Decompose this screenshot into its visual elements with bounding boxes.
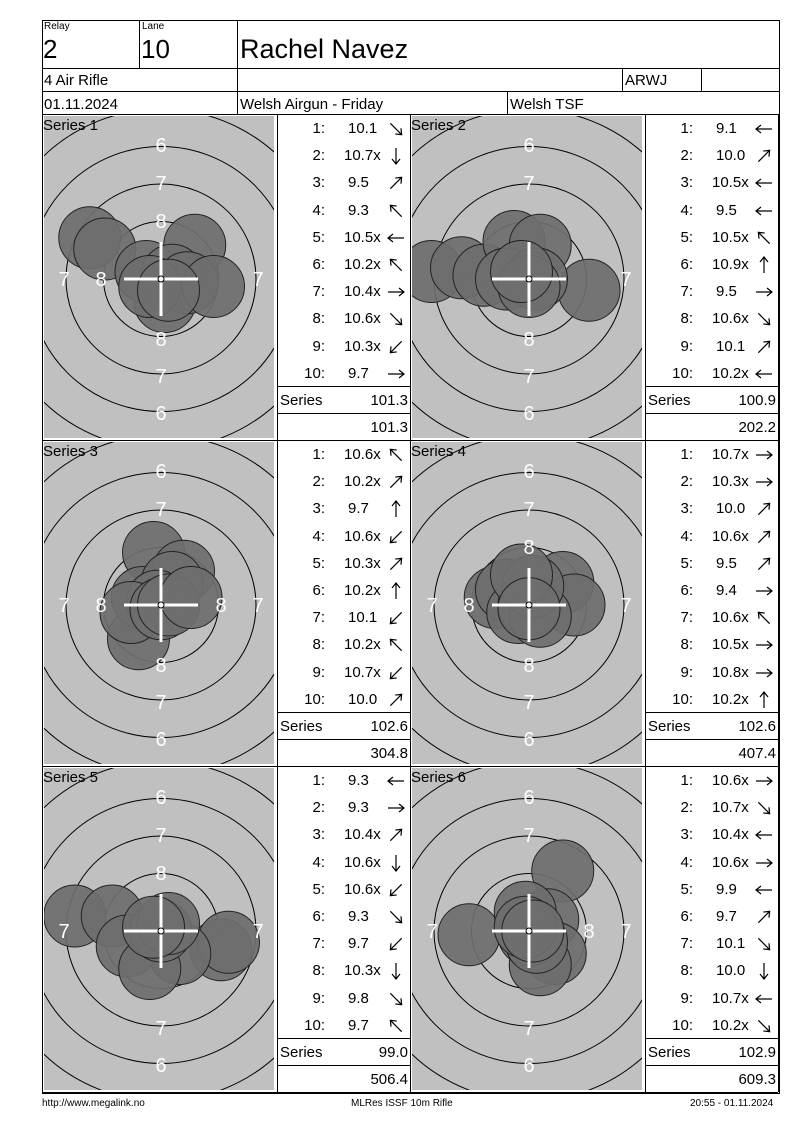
ring-label: 7 — [523, 1018, 535, 1040]
shot-direction-arrow-icon — [385, 527, 407, 547]
shot-direction-arrow-icon — [753, 228, 775, 248]
shot-direction-arrow-icon — [753, 499, 775, 519]
event-name: Welsh Airgun - Friday — [240, 96, 384, 113]
ring-label: 7 — [58, 269, 70, 291]
shot-direction-arrow-icon — [385, 282, 407, 302]
shot-score: 10.7x — [712, 446, 749, 463]
shot-number: 9: — [680, 663, 693, 681]
shot-direction-arrow-icon — [385, 690, 407, 710]
center-dot — [158, 602, 164, 608]
shot-hit — [438, 904, 500, 966]
series-title: Series 3 — [43, 443, 99, 460]
relay-number: 2 — [43, 34, 58, 64]
shot-score: 9.3 — [348, 772, 369, 789]
shot-direction-arrow-icon — [385, 554, 407, 574]
footer-program: MLRes ISSF 10m Rifle — [351, 1098, 453, 1109]
shot-score: 10.9x — [712, 256, 749, 273]
shot-number: 5: — [312, 228, 325, 246]
shot-direction-arrow-icon — [753, 554, 775, 574]
series-label: Series — [280, 392, 323, 409]
target-face — [412, 442, 642, 764]
shot-number: 2: — [312, 799, 325, 817]
ring-label: 6 — [523, 1055, 535, 1077]
shooter-name: Rachel Navez — [240, 34, 409, 64]
shot-direction-arrow-icon — [753, 201, 775, 221]
shot-direction-arrow-icon — [753, 853, 775, 873]
shot-score: 9.3 — [348, 799, 369, 817]
shot-number: 8: — [312, 962, 325, 980]
shot-direction-arrow-icon — [753, 119, 775, 139]
shot-number: 5: — [680, 228, 693, 246]
shot-number: 1: — [312, 446, 325, 463]
organizer: Welsh TSF — [510, 96, 584, 113]
shot-direction-arrow-icon — [753, 581, 775, 601]
shot-score: 10.4x — [712, 826, 749, 844]
shot-hit — [160, 567, 222, 629]
ring-label: 7 — [620, 921, 632, 943]
ring-label: 7 — [58, 921, 70, 943]
ring-label: 8 — [155, 329, 167, 351]
shot-number: 1: — [312, 120, 325, 137]
shot-score: 10.6x — [712, 772, 749, 789]
shot-direction-arrow-icon — [385, 934, 407, 954]
shot-number: 9: — [680, 989, 693, 1007]
ring-label: 6 — [155, 403, 167, 425]
shot-direction-arrow-icon — [753, 527, 775, 547]
shot-score: 10.6x — [712, 310, 749, 328]
shot-score: 9.8 — [348, 989, 369, 1007]
shot-number: 4: — [680, 201, 693, 219]
shot-direction-arrow-icon — [753, 934, 775, 954]
shot-score: 10.5x — [344, 228, 381, 246]
ring-label: 7 — [155, 499, 167, 521]
shot-score: 10.6x — [712, 853, 749, 871]
shot-score: 10.8x — [712, 663, 749, 681]
running-total: 407.4 — [738, 745, 776, 762]
shot-direction-arrow-icon — [753, 880, 775, 900]
shot-direction-arrow-icon — [753, 989, 775, 1009]
shot-direction-arrow-icon — [753, 663, 775, 683]
shot-number: 7: — [312, 935, 325, 953]
shot-number: 8: — [680, 310, 693, 328]
shot-score: 9.7 — [348, 935, 369, 953]
center-dot — [158, 276, 164, 282]
shot-number: 10: — [672, 364, 693, 382]
shot-number: 10: — [304, 690, 325, 708]
ring-label: 7 — [155, 825, 167, 847]
shot-direction-arrow-icon — [753, 608, 775, 628]
shot-score: 10.2x — [712, 690, 749, 708]
shot-direction-arrow-icon — [753, 635, 775, 655]
shot-direction-arrow-icon — [385, 771, 407, 791]
shot-score: 10.6x — [344, 446, 381, 463]
shot-score: 9.1 — [716, 120, 737, 137]
shot-direction-arrow-icon — [385, 445, 407, 465]
shot-number: 7: — [312, 609, 325, 627]
target-4 — [412, 442, 642, 764]
shot-score: 10.7x — [712, 799, 749, 817]
series-title: Series 2 — [411, 117, 467, 134]
shot-score: 9.4 — [716, 582, 737, 599]
footer-printed: 20:55 - 01.11.2024 — [690, 1098, 774, 1109]
shot-direction-arrow-icon — [385, 337, 407, 357]
ring-label: 6 — [523, 787, 535, 809]
shot-number: 1: — [680, 120, 693, 137]
shot-number: 3: — [312, 174, 325, 192]
shot-direction-arrow-icon — [385, 309, 407, 329]
ring-label: 7 — [155, 173, 167, 195]
shot-score: 10.1 — [716, 935, 746, 953]
shot-number: 10: — [304, 1016, 325, 1034]
shot-direction-arrow-icon — [385, 608, 407, 628]
target-face — [44, 768, 274, 1090]
shot-number: 2: — [680, 473, 693, 491]
shot-direction-arrow-icon — [753, 364, 775, 384]
shot-direction-arrow-icon — [753, 690, 775, 710]
shot-direction-arrow-icon — [385, 880, 407, 900]
ring-label: 7 — [620, 595, 632, 617]
shot-number: 9: — [312, 989, 325, 1007]
shot-number: 10: — [672, 690, 693, 708]
ring-label: 8 — [523, 329, 535, 351]
shot-direction-arrow-icon — [385, 1016, 407, 1036]
shot-number: 2: — [680, 147, 693, 165]
shot-score: 10.0 — [716, 500, 746, 518]
shot-score: 10.6x — [344, 880, 381, 898]
shot-number: 6: — [680, 582, 693, 599]
ring-label: 7 — [523, 366, 535, 388]
shot-score: 10.0 — [348, 690, 378, 708]
shot-score: 10.4x — [344, 826, 381, 844]
target-1 — [44, 116, 274, 438]
series-label: Series — [648, 718, 691, 735]
shot-number: 9: — [312, 337, 325, 355]
shot-number: 1: — [680, 446, 693, 463]
shot-score: 9.9 — [716, 880, 737, 898]
shot-score: 10.4x — [344, 283, 381, 301]
shot-score: 9.7 — [716, 908, 737, 925]
shot-direction-arrow-icon — [753, 282, 775, 302]
relay-label: Relay — [44, 21, 70, 32]
ring-label: 7 — [252, 921, 264, 943]
shot-number: 8: — [312, 636, 325, 654]
series-total: 101.3 — [370, 392, 408, 409]
shot-number: 7: — [680, 609, 693, 627]
lane-number: 10 — [141, 34, 170, 64]
ring-label: 7 — [155, 692, 167, 714]
running-total: 506.4 — [370, 1071, 408, 1088]
shot-score: 10.2x — [712, 1016, 749, 1034]
shot-score: 9.5 — [716, 283, 737, 301]
shot-direction-arrow-icon — [385, 255, 407, 275]
shot-number: 2: — [312, 473, 325, 491]
series-label: Series — [648, 392, 691, 409]
shot-score: 10.5x — [712, 636, 749, 654]
shot-number: 5: — [680, 880, 693, 898]
shot-direction-arrow-icon — [753, 961, 775, 981]
ring-label: 6 — [155, 787, 167, 809]
shot-direction-arrow-icon — [753, 1016, 775, 1036]
running-total: 609.3 — [738, 1071, 776, 1088]
shot-score: 10.7x — [712, 989, 749, 1007]
target-3 — [44, 442, 274, 764]
ring-label: 8 — [215, 595, 227, 617]
ring-label: 7 — [155, 366, 167, 388]
footer-url[interactable]: http://www.megalink.no — [42, 1098, 145, 1109]
shot-number: 6: — [680, 908, 693, 925]
shot-direction-arrow-icon — [385, 961, 407, 981]
shot-direction-arrow-icon — [385, 635, 407, 655]
shot-direction-arrow-icon — [753, 173, 775, 193]
shot-direction-arrow-icon — [385, 663, 407, 683]
shot-number: 10: — [304, 364, 325, 382]
shot-direction-arrow-icon — [385, 146, 407, 166]
ring-label: 7 — [523, 173, 535, 195]
shot-score: 10.2x — [344, 636, 381, 654]
shot-score: 10.2x — [344, 473, 381, 491]
shot-direction-arrow-icon — [385, 173, 407, 193]
shot-number: 4: — [312, 201, 325, 219]
shot-number: 10: — [672, 1016, 693, 1034]
ring-label: 7 — [252, 269, 264, 291]
shot-score: 10.5x — [712, 174, 749, 192]
series-label: Series — [648, 1044, 691, 1061]
lane-label: Lane — [142, 21, 165, 32]
series-total: 100.9 — [738, 392, 776, 409]
series-label: Series — [280, 718, 323, 735]
shot-score: 9.3 — [348, 201, 369, 219]
ring-label: 7 — [426, 921, 438, 943]
shot-direction-arrow-icon — [385, 907, 407, 927]
series-title: Series 5 — [43, 769, 99, 786]
shot-number: 6: — [312, 582, 325, 599]
shot-direction-arrow-icon — [385, 798, 407, 818]
shot-direction-arrow-icon — [385, 228, 407, 248]
shot-score: 10.2x — [344, 582, 381, 599]
shot-number: 5: — [312, 880, 325, 898]
series-title: Series 6 — [411, 769, 467, 786]
ring-label: 6 — [155, 1055, 167, 1077]
shot-direction-arrow-icon — [753, 337, 775, 357]
shot-number: 3: — [312, 826, 325, 844]
shot-score: 9.5 — [716, 201, 737, 219]
shot-number: 3: — [680, 500, 693, 518]
shot-score: 9.7 — [348, 1016, 369, 1034]
center-dot — [526, 928, 532, 934]
series-label: Series — [280, 1044, 323, 1061]
ring-label: 7 — [523, 692, 535, 714]
ring-label: 6 — [523, 135, 535, 157]
shot-direction-arrow-icon — [753, 255, 775, 275]
ring-label: 8 — [155, 211, 167, 233]
shot-score: 9.7 — [348, 364, 369, 382]
shot-number: 8: — [312, 310, 325, 328]
ring-label: 6 — [523, 461, 535, 483]
shot-number: 6: — [680, 256, 693, 273]
shot-score: 9.5 — [716, 554, 737, 572]
shot-score: 10.3x — [344, 337, 381, 355]
shot-direction-arrow-icon — [753, 825, 775, 845]
shot-number: 7: — [680, 283, 693, 301]
shot-direction-arrow-icon — [753, 445, 775, 465]
shot-score: 9.3 — [348, 908, 369, 925]
shot-direction-arrow-icon — [385, 364, 407, 384]
shot-number: 3: — [680, 826, 693, 844]
shot-number: 5: — [680, 554, 693, 572]
shot-direction-arrow-icon — [753, 472, 775, 492]
ring-label: 8 — [463, 595, 475, 617]
ring-label: 8 — [523, 537, 535, 559]
shot-score: 10.2x — [712, 364, 749, 382]
shot-number: 6: — [312, 256, 325, 273]
shot-number: 9: — [312, 663, 325, 681]
center-dot — [158, 928, 164, 934]
ring-label: 6 — [155, 729, 167, 751]
shot-score: 10.6x — [344, 310, 381, 328]
shot-score: 10.3x — [344, 554, 381, 572]
series-total: 99.0 — [378, 1044, 408, 1061]
shot-score: 10.6x — [344, 527, 381, 545]
shot-score: 10.6x — [344, 853, 381, 871]
shot-score: 10.3x — [712, 473, 749, 491]
ring-label: 7 — [426, 595, 438, 617]
ring-label: 8 — [583, 921, 595, 943]
center-dot — [526, 602, 532, 608]
ring-label: 6 — [523, 403, 535, 425]
shot-direction-arrow-icon — [385, 581, 407, 601]
ring-label: 7 — [523, 825, 535, 847]
shot-number: 8: — [680, 636, 693, 654]
shot-number: 1: — [312, 772, 325, 789]
ring-label: 7 — [620, 269, 632, 291]
ring-label: 7 — [252, 595, 264, 617]
shot-score: 10.0 — [716, 962, 746, 980]
target-5 — [44, 768, 274, 1090]
shot-number: 4: — [680, 527, 693, 545]
series-total: 102.6 — [370, 718, 408, 735]
shot-number: 4: — [312, 527, 325, 545]
shot-hit — [123, 896, 185, 958]
shot-number: 5: — [312, 554, 325, 572]
shot-score: 9.5 — [348, 174, 369, 192]
shot-hit — [138, 259, 200, 321]
shot-score: 10.5x — [712, 228, 749, 246]
shot-direction-arrow-icon — [753, 309, 775, 329]
shot-direction-arrow-icon — [385, 201, 407, 221]
shot-score: 9.7 — [348, 500, 369, 518]
shot-score: 10.6x — [712, 527, 749, 545]
ring-label: 6 — [155, 461, 167, 483]
shot-number: 3: — [312, 500, 325, 518]
running-total: 101.3 — [370, 419, 408, 436]
target-face — [44, 442, 274, 764]
series-total: 102.9 — [738, 1044, 776, 1061]
shot-direction-arrow-icon — [385, 825, 407, 845]
shot-score: 10.7x — [344, 663, 381, 681]
ring-label: 7 — [155, 1018, 167, 1040]
shot-number: 4: — [680, 853, 693, 871]
ring-label: 7 — [523, 499, 535, 521]
shot-score: 10.7x — [344, 147, 381, 165]
shot-score: 10.3x — [344, 962, 381, 980]
shot-direction-arrow-icon — [753, 798, 775, 818]
shot-direction-arrow-icon — [385, 853, 407, 873]
ring-label: 8 — [95, 269, 107, 291]
center-dot — [526, 276, 532, 282]
series-title: Series 4 — [411, 443, 467, 460]
shot-score: 10.6x — [712, 609, 749, 627]
shot-direction-arrow-icon — [753, 907, 775, 927]
shot-direction-arrow-icon — [385, 989, 407, 1009]
shot-direction-arrow-icon — [385, 119, 407, 139]
target-6 — [412, 768, 642, 1090]
shot-direction-arrow-icon — [753, 146, 775, 166]
series-title: Series 1 — [43, 117, 99, 134]
ring-label: 6 — [523, 729, 535, 751]
shot-number: 4: — [312, 853, 325, 871]
shot-score: 10.0 — [716, 147, 746, 165]
shot-direction-arrow-icon — [753, 771, 775, 791]
club-code: ARWJ — [625, 72, 668, 89]
shot-hit — [491, 241, 553, 303]
target-2 — [412, 116, 642, 438]
shot-number: 7: — [312, 283, 325, 301]
ring-label: 8 — [95, 595, 107, 617]
ring-label: 7 — [58, 595, 70, 617]
shot-number: 3: — [680, 174, 693, 192]
target-face — [412, 116, 642, 438]
ring-label: 6 — [155, 135, 167, 157]
shot-direction-arrow-icon — [385, 472, 407, 492]
running-total: 304.8 — [370, 745, 408, 762]
shot-number: 9: — [680, 337, 693, 355]
match-date: 01.11.2024 — [44, 96, 118, 113]
target-face — [412, 768, 642, 1090]
shot-score: 10.1 — [348, 120, 378, 137]
shot-number: 2: — [312, 147, 325, 165]
shot-direction-arrow-icon — [385, 499, 407, 519]
shot-number: 2: — [680, 799, 693, 817]
ring-label: 8 — [523, 655, 535, 677]
shot-score: 10.2x — [344, 256, 381, 273]
shot-number: 1: — [680, 772, 693, 789]
shot-score: 10.1 — [716, 337, 746, 355]
shot-number: 8: — [680, 962, 693, 980]
target-face — [44, 116, 274, 438]
series-total: 102.6 — [738, 718, 776, 735]
shot-score: 10.1 — [348, 609, 378, 627]
ring-label: 8 — [155, 863, 167, 885]
shot-number: 6: — [312, 908, 325, 925]
shot-number: 7: — [680, 935, 693, 953]
ring-label: 8 — [155, 655, 167, 677]
running-total: 202.2 — [738, 419, 776, 436]
discipline: 4 Air Rifle — [44, 72, 109, 89]
shot-hit — [558, 259, 620, 321]
